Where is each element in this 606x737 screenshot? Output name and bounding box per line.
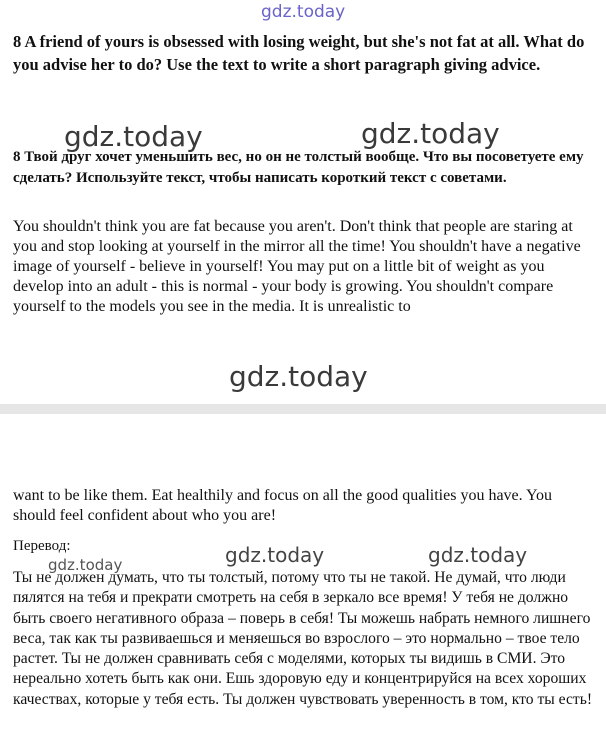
task-russian-text: 8 Твой друг хочет уменьшить вес, но он не толстый вообще. Что вы посоветуете ему сделать? Используйте текст, чтобы написать короткий текст с советами. — [13, 149, 584, 186]
task-english-text: 8 A friend of yours is obsessed with losing weight, but she's not fat at all. What do you advise her to do? Use the text to write a short paragraph giving advice. — [13, 32, 585, 74]
page-separator — [0, 404, 606, 414]
watermark-top: gdz.today — [261, 2, 346, 22]
watermark: gdz.today — [229, 360, 368, 393]
task-russian — [13, 147, 593, 189]
answer-text-part2 — [13, 486, 593, 526]
watermark: gdz.today — [361, 117, 500, 150]
answer-paragraph: You shouldn't think you are fat because you aren't. Don't think that people are staring at you and stop looking at yourself in the mirror all the time! You shouldn't have a negative image of yourself - believe in yourself! You may put on a little bit of weight as you develop into an adult - this is normal - your body is growing. You shouldn't compare yourself to the models you see in the media. It is unrealistic to — [13, 218, 581, 315]
watermark: gdz.today — [225, 543, 325, 567]
watermark: gdz.today — [48, 556, 123, 574]
translation-paragraph: Ты не должен думать, что ты толстый, потому что ты не такой. Не думай, что люди пялятся на тебя и прекрати смотреть на себя в зеркало все время! У тебя не должно быть своего негативного образа – поверь в себя! Ты можешь набрать немного лишнего веса, так как ты развиваешься и меняешься во взрослого – это нормально – твое тело растет. Ты не должен сравнивать себя с моделями, которых ты видишь в СМИ. Это нереально хотеть быть как они. Ешь здоровую еду и концентрируйся на всех хороших качествах, которые у тебя есть. Ты должен чувствовать уверенность в том, кто ты есть! — [13, 569, 593, 708]
watermark: gdz.today — [64, 120, 203, 153]
translation-label: Перевод: — [13, 538, 71, 554]
answer-paragraph: want to be like them. Eat healthily and focus on all the good qualities you have. You should feel confident about who you are! — [13, 487, 553, 524]
translation-text — [13, 568, 593, 710]
task-english — [13, 30, 593, 76]
watermark: gdz.today — [428, 543, 528, 567]
answer-text-part1 — [13, 217, 593, 317]
